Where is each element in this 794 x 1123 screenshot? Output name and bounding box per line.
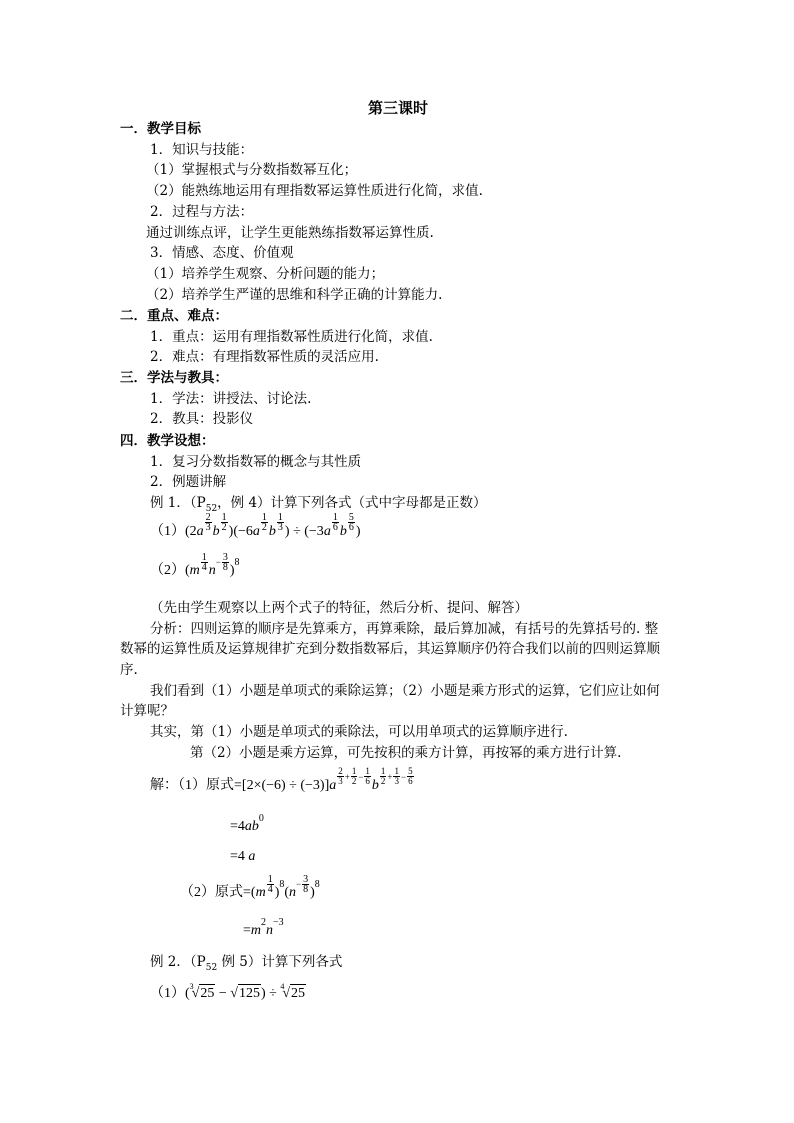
text-line: 通过训练点评，让学生更能熟练指数幂运算性质. [146, 225, 434, 241]
text-line: 1．重点：运用有理指数幂性质进行化简，求值. [150, 329, 433, 345]
section-4-heading: 四．教学设想： [120, 433, 215, 449]
solution-1: 解：（1）原式=[2×(−6) ÷ (−3)]a $^{\frac{2}{3} + \frac{1}{2} - \frac{1}{6}}$ b $^{\frac{1}{2} + \frac{1}{3} - \frac{5}{6}}$ [150, 766, 413, 793]
text-line: 第（2）小题是乘方运算，可先按积的乘方计算，再按幂的乘方进行计算. [190, 745, 622, 761]
formula-2: （2）(m $\frac{1}{4}$ n− $\frac{3}{8}$ )$^8$ [150, 552, 240, 578]
text-line: （先由学生观察以上两个式子的特征，然后分析、提问、解答） [150, 600, 528, 616]
text-line: 序. [120, 662, 138, 678]
example-2-heading: 例 2．（$P_{52}$ 例 5）计算下列各式 [150, 954, 343, 973]
text-line: 2．教具：投影仪 [150, 411, 254, 427]
text-line: 其实，第（1）小题是单项式的乘除法，可以用单项式的运算顺序进行. [150, 724, 568, 740]
page-title: 第三课时 [368, 99, 429, 117]
text-line: 2．例题讲解 [150, 474, 227, 490]
example-1-heading: 例 1．（$P_{52}$，例 4）计算下列各式（式中字母都是正数） [150, 495, 487, 514]
text-line: 2．难点：有理指数幂性质的灵活应用. [150, 349, 379, 365]
section-1-heading: 一．教学目标 [120, 121, 201, 137]
text-line: （2）培养学生严谨的思维和科学正确的计算能力. [146, 287, 443, 303]
text-line: 2．过程与方法： [150, 204, 254, 220]
text-line: 分析：四则运算的顺序是先算乘方，再算乘除，最后算加减，有括号的先算括号的. 整 [150, 621, 659, 637]
text-line: 1．知识与技能： [150, 142, 254, 158]
solution-2: （2）原式=(m $\frac{1}{4}$ )$^8$(n− $\frac{3}{8}$ )$^8$ [180, 874, 320, 900]
text-line: 计算呢？ [120, 703, 174, 719]
text-line: 3．情感、态度、价值观 [150, 245, 294, 261]
solution-1-step-2: $=4ab^0$ [230, 813, 264, 834]
text-line: （1）掌握根式与分数指数幂互化； [146, 162, 358, 178]
section-3-heading: 三．学法与教具： [120, 370, 228, 386]
text-line: （2）能熟练地运用有理指数幂运算性质进行化简，求值. [146, 183, 483, 199]
section-2-heading: 二．重点、难点： [120, 308, 228, 324]
formula-1: （1）(2a $\frac{2}{3}$ b $\frac{1}{2}$ )(−6a $\frac{1}{2}$ b $\frac{1}{3}$ ) ÷ (−3a $\frac{1}{6}$ b $\frac{5}{6}$ ) [150, 512, 361, 539]
solution-2-step-2: $=m^2n^{-3}$ [243, 917, 284, 938]
text-line: 我们看到（1）小题是单项式的乘除运算；（2）小题是乘方形式的运算，它们应让如何 [150, 683, 660, 699]
text-line: 1．学法：讲授法、讨论法. [150, 391, 312, 407]
text-line: （1）培养学生观察、分析问题的能力； [146, 266, 385, 282]
solution-1-step-3: =4 a [230, 849, 256, 864]
text-line: 数幂的运算性质及运算规律扩充到分数指数幂后，其运算顺序仍符合我们以前的四则运算顺 [120, 641, 660, 657]
formula-3: （1）($^3$√25 − √125) ÷ $^4$√25 [150, 982, 305, 1001]
text-line: 1．复习分数指数幂的概念与其性质 [150, 454, 362, 470]
